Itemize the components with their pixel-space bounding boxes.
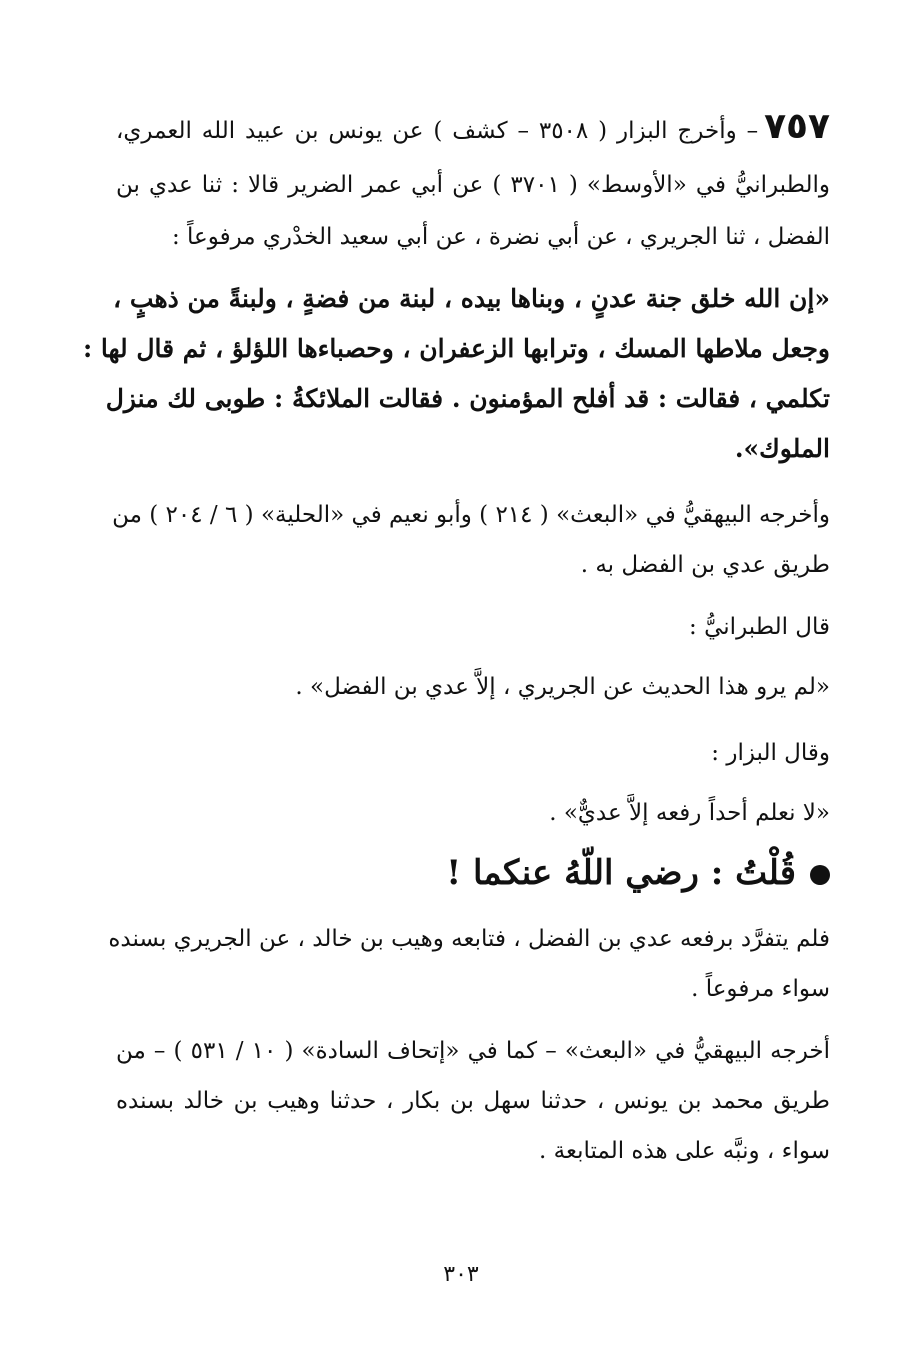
takhrij-line-2: طريق عدي بن الفضل به . (580, 552, 830, 578)
page-number: ٣٠٣ (443, 1262, 479, 1287)
hadith-line-3: تكلمي ، فقالت : قد أفلح المؤمنون . فقالت الملائكةُ : طوبى لك منزل (105, 384, 830, 413)
note-line-1: فلم يتفرَّد برفعه عدي بن الفضل ، فتابعه وهيب بن خالد ، عن الجريري بسنده (108, 926, 830, 952)
hadith-line-2: وجعل ملاطها المسك ، وترابها الزعفران ، وحصباءها اللؤلؤ ، ثم قال لها : (82, 334, 830, 363)
intro-text-1: – وأخرج البزار ( ٣٥٠٨ – كشف ) عن يونس بن عبيد الله العمري، (116, 118, 759, 144)
intro-line-1 (116, 106, 830, 147)
bazzar-quote: «لا نعلم أحداً رفعه إلاَّ عديٌّ» . (549, 800, 830, 826)
bazzar-intro: وقال البزار : (711, 740, 830, 766)
section-heading (446, 848, 830, 898)
takhrij-line-1: وأخرجه البيهقيُّ في «البعث» ( ٢١٤ ) وأبو نعيم في «الحلية» ( ٦ / ٢٠٤ ) من (112, 502, 830, 528)
final-line-3: سواء ، ونبَّه على هذه المتابعة . (539, 1138, 830, 1164)
tabarani-intro: قال الطبرانيُّ : (689, 614, 830, 640)
hadith-line-4: الملوك». (734, 434, 830, 463)
intro-line-3: الفضل ، ثنا الجريري ، عن أبي نضرة ، عن أبي سعيد الخدْري مرفوعاً : (171, 224, 830, 250)
tabarani-quote: «لم يرو هذا الحديث عن الجريري ، إلاَّ عدي بن الفضل» . (295, 674, 830, 700)
intro-line-2: والطبرانيُّ في «الأوسط» ( ٣٧٠١ ) عن أبي عمر الضرير قالا : ثنا عدي بن (116, 172, 830, 198)
final-line-1: أخرجه البيهقيُّ في «البعث» – كما في «إتحاف السادة» ( ١٠ / ٥٣١ ) – من (116, 1038, 831, 1064)
note-line-2: سواء مرفوعاً . (691, 976, 830, 1002)
heading-text: قُلْتُ : رضي اللّهُ عنكما ! (446, 853, 796, 893)
hadith-line-1: «إن الله خلق جنة عدنٍ ، وبناها بيده ، لبنة من فضةٍ ، ولبنةً من ذهبٍ ، (113, 284, 830, 313)
final-line-2: طريق محمد بن يونس ، حدثنا سهل بن بكار ، حدثنا وهيب بن خالد بسنده (116, 1088, 830, 1114)
bullet-icon (810, 865, 830, 885)
hadith-number: ٧٥٧ (764, 106, 830, 147)
